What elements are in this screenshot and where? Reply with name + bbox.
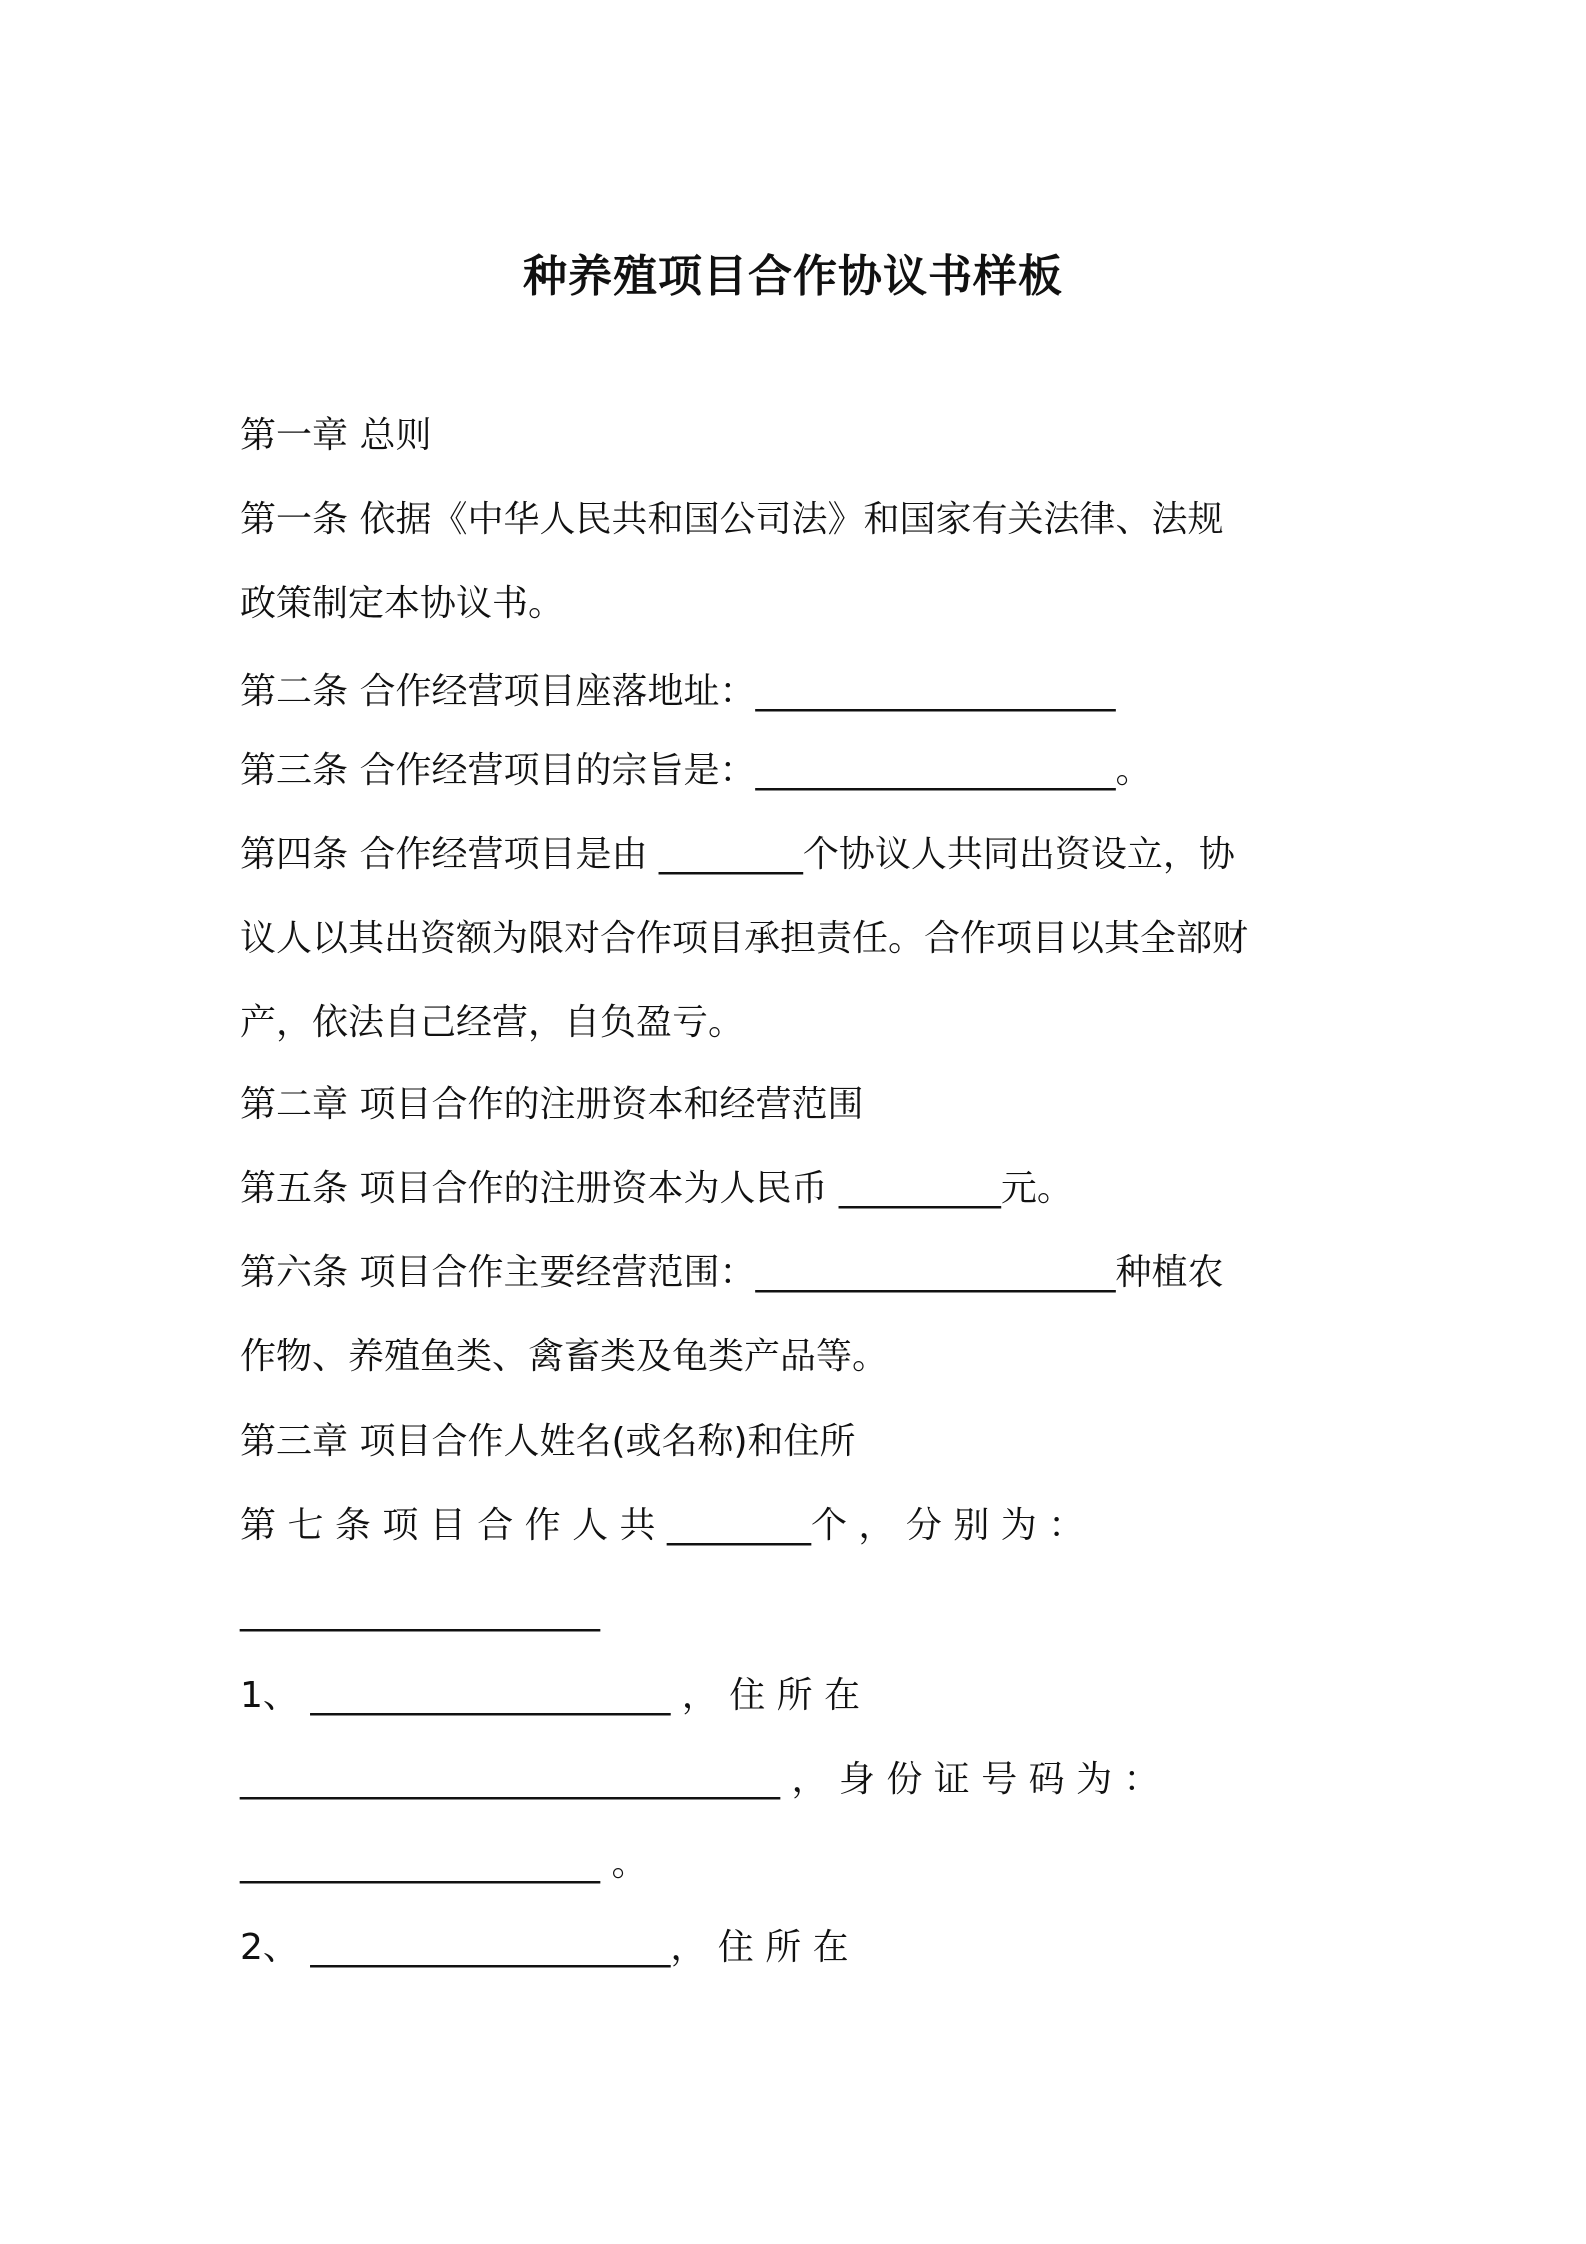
partner-1-line-1: 1、 ____________________ ， 住 所 在 xyxy=(240,1675,861,1716)
chapter-1-heading: 第一章 总则 xyxy=(240,415,432,456)
partner-1-line-2: ______________________________ ， 身 份 证 号 码 为 ： xyxy=(240,1759,1160,1800)
article-4-line-3: 产，依法自己经营，自负盈亏。 xyxy=(240,1002,745,1043)
article-3: 第三条 合作经营项目的宗旨是：____________________。 xyxy=(240,750,1152,791)
article-2: 第二条 合作经营项目座落地址：____________________ xyxy=(240,671,1116,712)
article-4-line-2: 议人以其出资额为限对合作项目承担责任。合作项目以其全部财 xyxy=(240,918,1249,959)
article-4-line-1: 第四条 合作经营项目是由 ________个协议人共同出资设立，协 xyxy=(240,834,1235,875)
article-5: 第五条 项目合作的注册资本为人民币 _________元。 xyxy=(240,1168,1073,1209)
article-1-line-2: 政策制定本协议书。 xyxy=(240,583,565,624)
article-7-blank: ____________________ xyxy=(240,1591,600,1632)
chapter-3-heading: 第三章 项目合作人姓名(或名称)和住所 xyxy=(240,1421,856,1462)
article-6-line-2: 作物、养殖鱼类、禽畜类及龟类产品等。 xyxy=(240,1336,889,1377)
article-1-line-1: 第一条 依据《中华人民共和国公司法》和国家有关法律、法规 xyxy=(240,499,1224,540)
partner-2-line-1: 2、 ____________________， 住 所 在 xyxy=(240,1927,849,1968)
partner-1-line-3: ____________________ 。 xyxy=(240,1843,648,1884)
article-7-line-1: 第 七 条 项 目 合 作 人 共 ________个 ， 分 别 为 ： xyxy=(240,1505,1085,1546)
chapter-2-heading: 第二章 项目合作的注册资本和经营范围 xyxy=(240,1084,864,1125)
document-title: 种养殖项目合作协议书样板 xyxy=(523,251,1063,303)
article-6-line-1: 第六条 项目合作主要经营范围：____________________种植农 xyxy=(240,1252,1224,1293)
